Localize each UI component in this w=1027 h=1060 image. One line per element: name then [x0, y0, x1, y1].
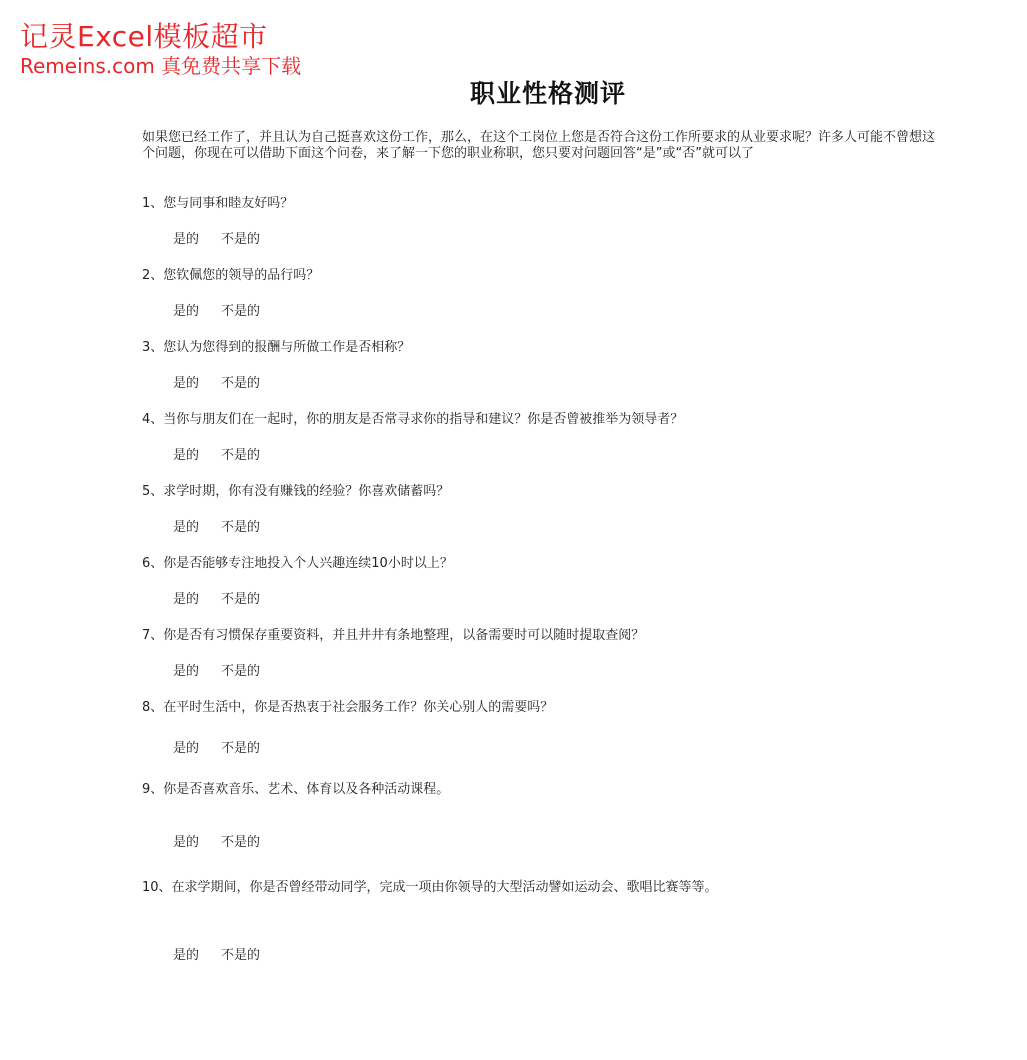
- option-no[interactable]: 不是的: [221, 948, 261, 963]
- option-no[interactable]: 不是的: [221, 520, 261, 535]
- question-1-options: [173, 232, 260, 248]
- option-yes[interactable]: 是的: [173, 376, 200, 391]
- question-3-text: 3、您认为您得到的报酬与所做工作是否相称？: [142, 340, 411, 355]
- option-yes[interactable]: 是的: [173, 835, 200, 850]
- question-7-options: [173, 664, 260, 680]
- option-no[interactable]: 不是的: [221, 835, 261, 850]
- question-10-options: [173, 948, 260, 964]
- option-yes[interactable]: 是的: [173, 520, 200, 535]
- question-9-options: [173, 835, 260, 851]
- option-yes[interactable]: 是的: [173, 741, 200, 756]
- question-5-text: 5、求学时期，你有没有赚钱的经验？你喜欢储蓄吗？: [142, 484, 450, 499]
- watermark-brand: 记灵Excel模板超市: [20, 20, 268, 53]
- watermark-slogan: Remeins.com 真免费共享下载: [20, 54, 302, 78]
- option-yes[interactable]: 是的: [173, 592, 200, 607]
- question-6-options: [173, 592, 260, 608]
- option-yes[interactable]: 是的: [173, 232, 200, 247]
- option-no[interactable]: 不是的: [221, 232, 261, 247]
- option-yes[interactable]: 是的: [173, 948, 200, 963]
- option-no[interactable]: 不是的: [221, 664, 261, 679]
- question-4-options: [173, 448, 260, 464]
- question-8-options: [173, 741, 260, 757]
- question-9-text: 9、你是否喜欢音乐、艺术、体育以及各种活动课程。: [142, 782, 450, 797]
- watermark-logo: [20, 20, 301, 79]
- question-5-options: [173, 520, 260, 536]
- option-no[interactable]: 不是的: [221, 448, 261, 463]
- intro-paragraph: 如果您已经工作了，并且认为自己挺喜欢这份工作，那么，在这个工岗位上您是否符合这份工作所要求的从业要求呢？许多人可能不曾想这个问题，你现在可以借助下面这个问卷，来了解一下您的职业称职，您只要对问题回答“是”或“否”就可以了: [142, 130, 936, 161]
- question-4-text: 4、当你与朋友们在一起时，你的朋友是否常寻求你的指导和建议？你是否曾被推举为领导者？: [142, 412, 684, 427]
- question-6-text: 6、你是否能够专注地投入个人兴趣连续10小时以上？: [142, 556, 453, 571]
- page-title: 职业性格测评: [469, 79, 626, 108]
- option-no[interactable]: 不是的: [221, 304, 261, 319]
- option-yes[interactable]: 是的: [173, 304, 200, 319]
- question-10-text: 10、在求学期间，你是否曾经带动同学，完成一项由你领导的大型活动譬如运动会、歌唱比赛等等。: [142, 880, 718, 895]
- question-3-options: [173, 376, 260, 392]
- question-7-text: 7、你是否有习惯保存重要资料，并且井井有条地整理，以备需要时可以随时提取查阅？: [142, 628, 645, 643]
- question-1-text: 1、您与同事和睦友好吗？: [142, 196, 294, 211]
- question-2-options: [173, 304, 260, 320]
- option-no[interactable]: 不是的: [221, 592, 261, 607]
- option-yes[interactable]: 是的: [173, 664, 200, 679]
- option-yes[interactable]: 是的: [173, 448, 200, 463]
- question-2-text: 2、您钦佩您的领导的品行吗？: [142, 268, 320, 283]
- question-8-text: 8、在平时生活中，你是否热衷于社会服务工作？你关心别人的需要吗？: [142, 700, 554, 715]
- option-no[interactable]: 不是的: [221, 376, 261, 391]
- option-no[interactable]: 不是的: [221, 741, 261, 756]
